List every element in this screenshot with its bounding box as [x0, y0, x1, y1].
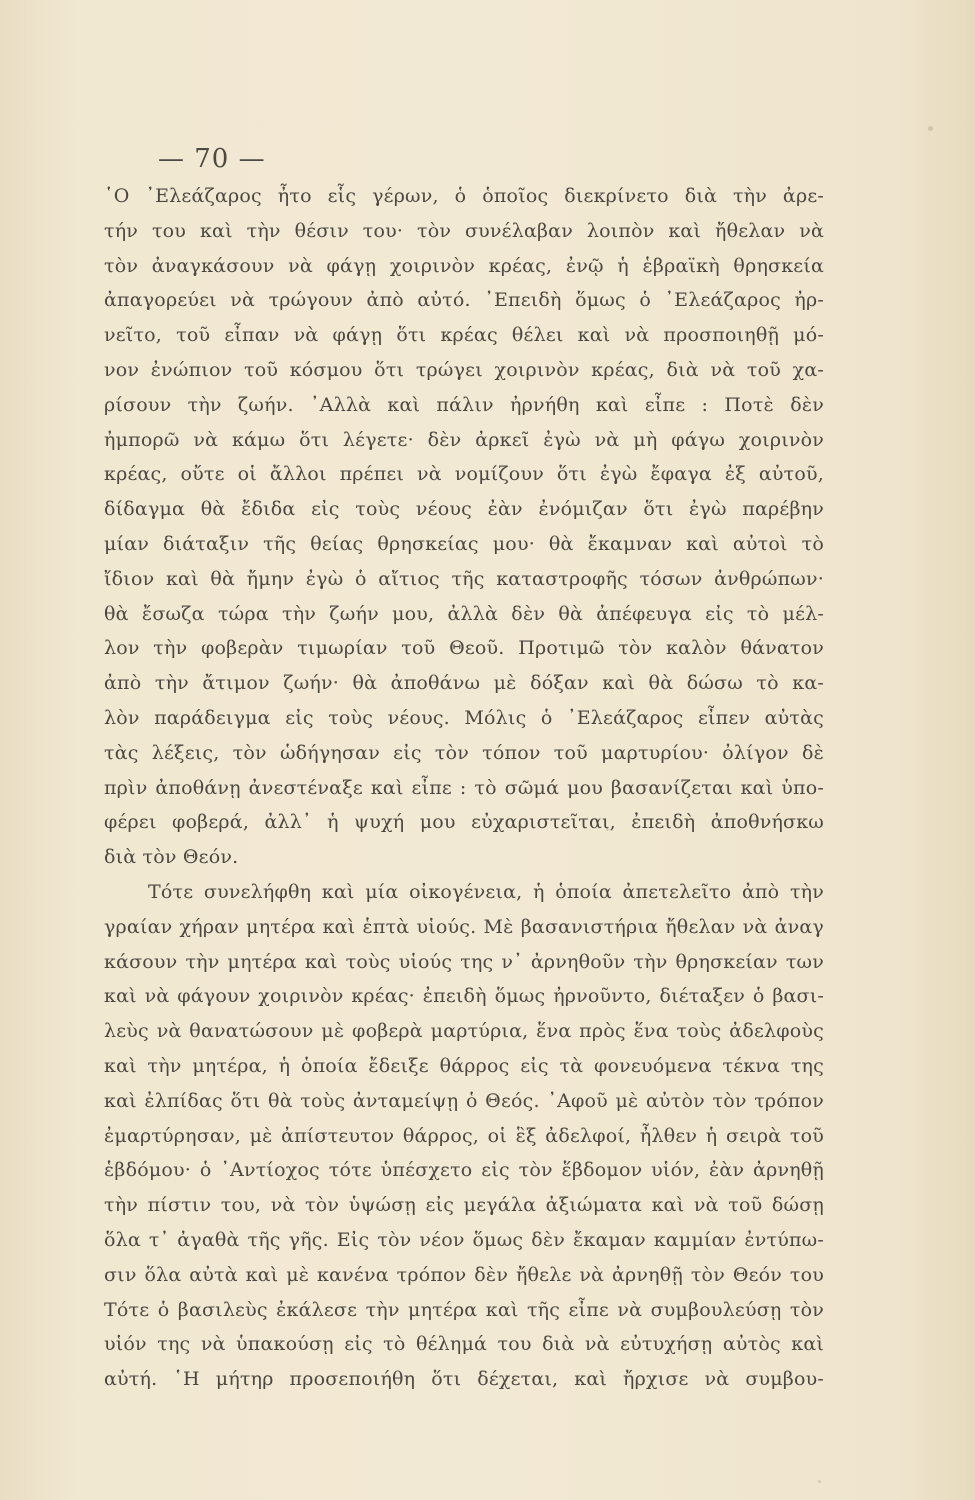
text-line: τὴν πίστιν του, νὰ τὸν ὑψώσῃ εἰς μεγάλα ἀξιώματα καὶ νὰ τοῦ δώσῃ — [104, 1194, 824, 1217]
page-number: — 70 — — [158, 144, 266, 174]
text-line: τὰς λέξεις, τὸν ὡδήγησαν εἰς τὸν τόπον τοῦ μαρτυρίου· ὀλίγον δὲ — [104, 741, 824, 764]
paragraph-eleazar — [104, 179, 824, 875]
paragraph-mother-and-sons — [104, 875, 824, 1397]
text-line: κάσουν τὴν μητέρα καὶ τοὺς υἱούς της ν᾿ ἀρνηθοῦν τὴν θρησκείαν των — [104, 950, 824, 973]
text-line: λεὺς νὰ θανατώσουν μὲ φοβερὰ μαρτύρια, ἕνα πρὸς ἕνα τοὺς ἀδελφοὺς — [104, 1020, 824, 1043]
text-line: ἑβδόμου· ὁ ᾿Αντίοχος τότε ὑπέσχετο εἰς τὸν ἕβδομον υἱόν, ἐὰν ἀρνηθῇ — [104, 1159, 824, 1182]
text-line: λον τὴν φοβερὰν τιμωρίαν τοῦ Θεοῦ. Προτιμῶ τὸν καλὸν θάνατον — [104, 637, 824, 660]
text-line: ρίσουν τὴν ζωήν. ᾿Αλλὰ καὶ πάλιν ἠρνήθη καὶ εἶπε : Ποτὲ δὲν — [104, 393, 824, 416]
text-line: ὅλα τ᾿ ἀγαθὰ τῆς γῆς. Εἰς τὸν νέον ὅμως δὲν ἔκαμαν καμμίαν ἐντύπω- — [104, 1228, 824, 1251]
text-line: θὰ ἔσωζα τώρα τὴν ζωήν μου, ἀλλὰ δὲν θὰ ἀπέφευγα εἰς τὸ μέλ- — [104, 602, 824, 625]
text-line: Τότε συνελήφθη καὶ μία οἰκογένεια, ἡ ὁποία ἀπετελεῖτο ἀπὸ τὴν — [148, 880, 824, 903]
text-line: νεῖτο, τοῦ εἶπαν νὰ φάγῃ ὅτι κρέας θέλει καὶ νὰ προσποιηθῇ μό- — [104, 324, 824, 347]
text-line: τὸν ἀναγκάσουν νὰ φάγῃ χοιρινὸν κρέας, ἐνῷ ἡ ἑβραϊκὴ θρησκεία — [104, 254, 824, 277]
text-line: δίδαγμα θὰ ἔδιδα εἰς τοὺς νέους ἐὰν ἐνόμιζαν ὅτι ἐγὼ παρέβην — [104, 498, 824, 521]
paper-speck — [818, 1480, 821, 1483]
text-line: γραίαν χήραν μητέρα καὶ ἑπτὰ υἱούς. Μὲ βασανιστήρια ἤθελαν νὰ ἀναγ — [104, 915, 824, 938]
text-line: μίαν διάταξιν τῆς θείας θρησκείας μου· θὰ ἔκαμναν καὶ αὐτοὶ τὸ — [104, 532, 824, 555]
text-line: ἀπαγορεύει νὰ τρώγουν ἀπὸ αὐτό. ᾿Επειδὴ ὅμως ὁ ᾿Ελεάζαρος ἠρ- — [104, 289, 824, 312]
text-line: τήν του καὶ τὴν θέσιν του· τὸν συνέλαβαν λοιπὸν καὶ ἤθελαν νὰ — [104, 219, 824, 242]
text-line: Τότε ὁ βασιλεὺς ἐκάλεσε τὴν μητέρα καὶ τῆς εἶπε νὰ συμβουλεύσῃ τὸν — [104, 1298, 824, 1321]
text-line: καὶ ἐλπίδας ὅτι θὰ τοὺς ἀνταμείψῃ ὁ Θεός. ᾿Αφοῦ μὲ αὐτὸν τὸν τρόπον — [104, 1089, 824, 1112]
text-line: σιν ὅλα αὐτὰ καὶ μὲ κανένα τρόπον δὲν ἤθελε νὰ ἀρνηθῇ τὸν Θεόν του — [104, 1263, 824, 1286]
text-line: ἴδιον καὶ θὰ ἤμην ἐγὼ ὁ αἴτιος τῆς καταστροφῆς τόσων ἀνθρώπων· — [104, 567, 824, 590]
text-line: λὸν παράδειγμα εἰς τοὺς νέους. Μόλις ὁ ᾿Ελεάζαρος εἶπεν αὐτὰς — [104, 706, 824, 729]
text-line: αὐτή. ῾Η μήτηρ προσεποιήθη ὅτι δέχεται, καὶ ἤρχισε νὰ συμβου- — [104, 1368, 824, 1391]
text-line: νον ἐνώπιον τοῦ κόσμου ὅτι τρώγει χοιρινὸν κρέας, διὰ νὰ τοῦ χα- — [104, 358, 824, 381]
text-line: ἠμπορῶ νὰ κάμω ὅτι λέγετε· δὲν ἀρκεῖ ἐγὼ νὰ μὴ φάγω χοιρινὸν — [104, 428, 824, 451]
text-line: ἀπὸ τὴν ἄτιμον ζωήν· θὰ ἀποθάνω μὲ δόξαν καὶ θὰ δώσω τὸ κα- — [104, 672, 824, 695]
text-line: πρὶν ἀποθάνῃ ἀνεστέναξε καὶ εἶπε : τὸ σῶμά μου βασανίζεται καὶ ὑπο- — [104, 776, 824, 799]
body-text — [104, 179, 824, 1397]
text-line: καὶ τὴν μητέρα, ἡ ὁποία ἔδειξε θάρρος εἰς τὰ φονευόμενα τέκνα της — [104, 1054, 824, 1077]
text-line: ἐμαρτύρησαν, μὲ ἀπίστευτον θάρρος, οἱ ἓξ ἀδελφοί, ἦλθεν ἡ σειρὰ τοῦ — [104, 1124, 824, 1147]
text-line: φέρει φοβερά, ἀλλ᾿ ἡ ψυχή μου εὐχαριστεῖται, ἐπειδὴ ἀποθνήσκω — [104, 811, 824, 834]
text-line: υἱόν της νὰ ὑπακούσῃ εἰς τὸ θέλημά του διὰ νὰ εὐτυχήσῃ αὐτὸς καὶ — [104, 1333, 824, 1356]
text-line: καὶ νὰ φάγουν χοιρινὸν κρέας· ἐπειδὴ ὅμως ἠρνοῦντο, διέταξεν ὁ βασι- — [104, 985, 824, 1008]
text-line: διὰ τὸν Θεόν. — [104, 846, 239, 869]
paper-speck — [928, 126, 933, 131]
text-line: ῾Ο ᾿Ελεάζαρος ἦτο εἷς γέρων, ὁ ὁποῖος διεκρίνετο διὰ τὴν ἀρε- — [104, 185, 824, 207]
text-line: κρέας, οὔτε οἱ ἄλλοι πρέπει νὰ νομίζουν ὅτι ἐγὼ ἔφαγα ἐξ αὐτοῦ, — [104, 463, 824, 486]
